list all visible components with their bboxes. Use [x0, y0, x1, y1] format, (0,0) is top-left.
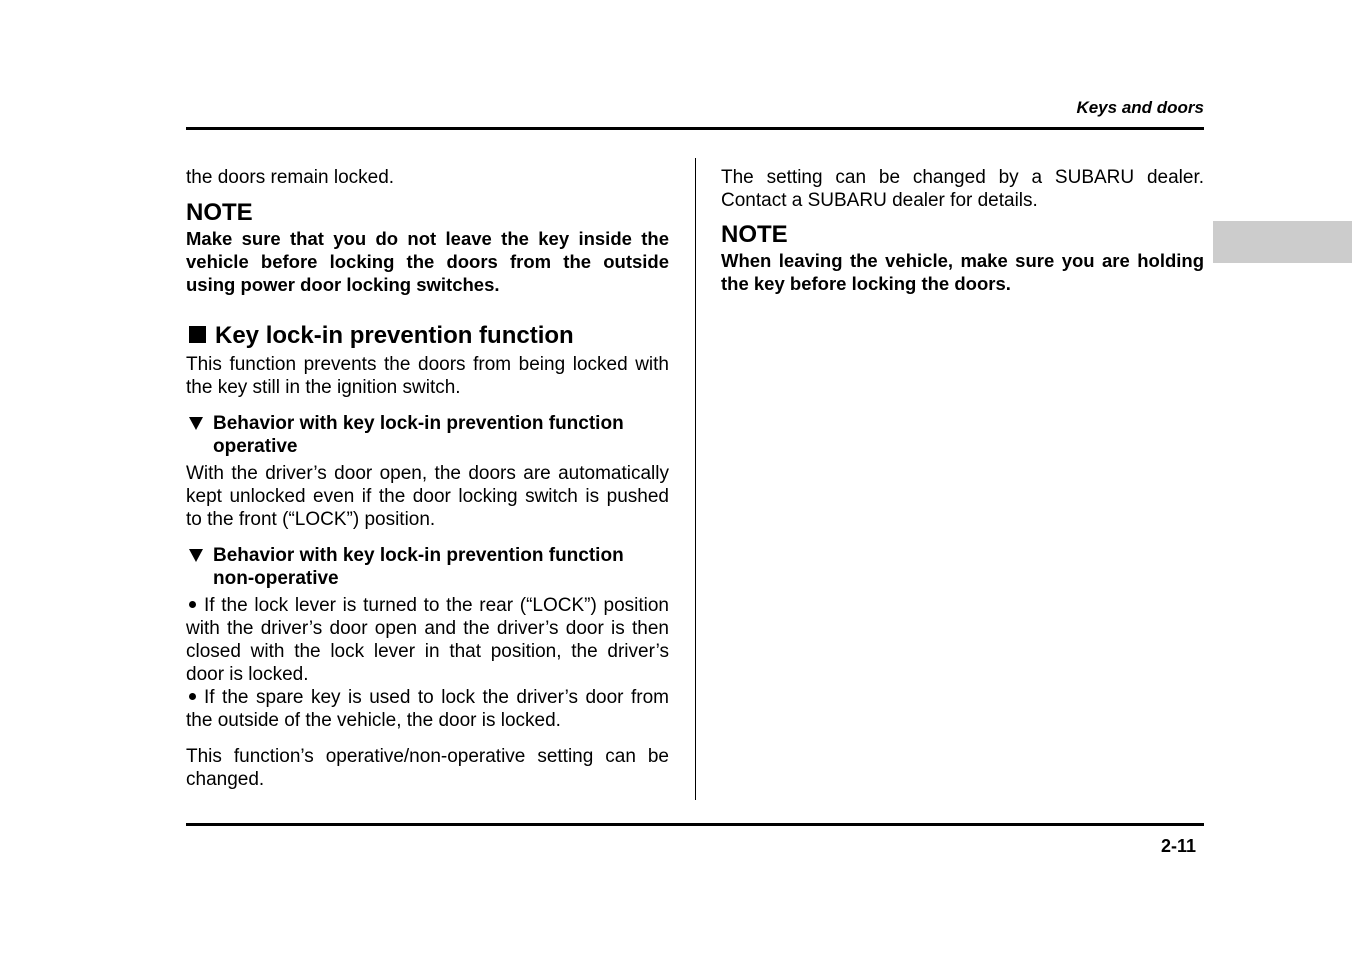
- intro-text: the doors remain locked.: [186, 167, 395, 188]
- bullet-item: [186, 594, 669, 686]
- section-heading: [186, 321, 669, 351]
- triangle-down-icon: [189, 417, 203, 430]
- note-text: Make sure that you do not leave the key inside the vehicle before locking the doors from the outside using power door locking switches.: [186, 228, 669, 295]
- note-block-2: [721, 221, 1204, 295]
- note-heading: NOTE: [186, 199, 253, 226]
- page-number: 2-11: [1160, 836, 1196, 856]
- dealer-text: The setting can be changed by a SUBARU dealer. Contact a SUBARU dealer for details.: [721, 167, 1204, 211]
- note-block-1: [186, 199, 669, 296]
- bullet-icon: [189, 601, 196, 608]
- subheading-operative: [186, 412, 669, 458]
- subheading-non-operative-text: Behavior with key lock-in prevention function non-operative: [213, 545, 624, 589]
- column-divider: [695, 158, 696, 800]
- subheading-non-operative: [186, 544, 669, 590]
- note-text: When leaving the vehicle, make sure you are holding the key before locking the doors.: [721, 250, 1204, 294]
- bullet-text: If the spare key is used to lock the driver’s door from the outside of the vehicle, the door is locked.: [186, 687, 669, 731]
- chapter-tab-marker: [1213, 221, 1352, 263]
- bullet-icon: [189, 693, 196, 700]
- footer-rule: [186, 823, 1204, 826]
- section-description: This function prevents the doors from being locked with the key still in the ignition switch.: [186, 354, 669, 398]
- operative-text: With the driver’s door open, the doors are automatically kept unlocked even if the door locking switch is pushed to the front (“LOCK”) position.: [186, 463, 669, 530]
- note-heading: NOTE: [721, 221, 788, 248]
- right-column: [721, 166, 1204, 295]
- header-rule: [186, 127, 1204, 130]
- subheading-operative-text: Behavior with key lock-in prevention function operative: [213, 413, 624, 457]
- bullet-text: If the lock lever is turned to the rear (“LOCK”) position with the driver’s door open and the driver’s door is then closed with the lock lever in that position, the driver’s door is locked.: [186, 595, 669, 685]
- square-bullet-icon: [189, 326, 206, 343]
- triangle-down-icon: [189, 549, 203, 562]
- left-column: [186, 166, 669, 791]
- bullet-item: [186, 686, 669, 732]
- section-heading-text: Key lock-in prevention function: [215, 322, 574, 349]
- setting-text: This function’s operative/non-operative setting can be changed.: [186, 746, 669, 790]
- running-header: Keys and doors: [1076, 98, 1204, 117]
